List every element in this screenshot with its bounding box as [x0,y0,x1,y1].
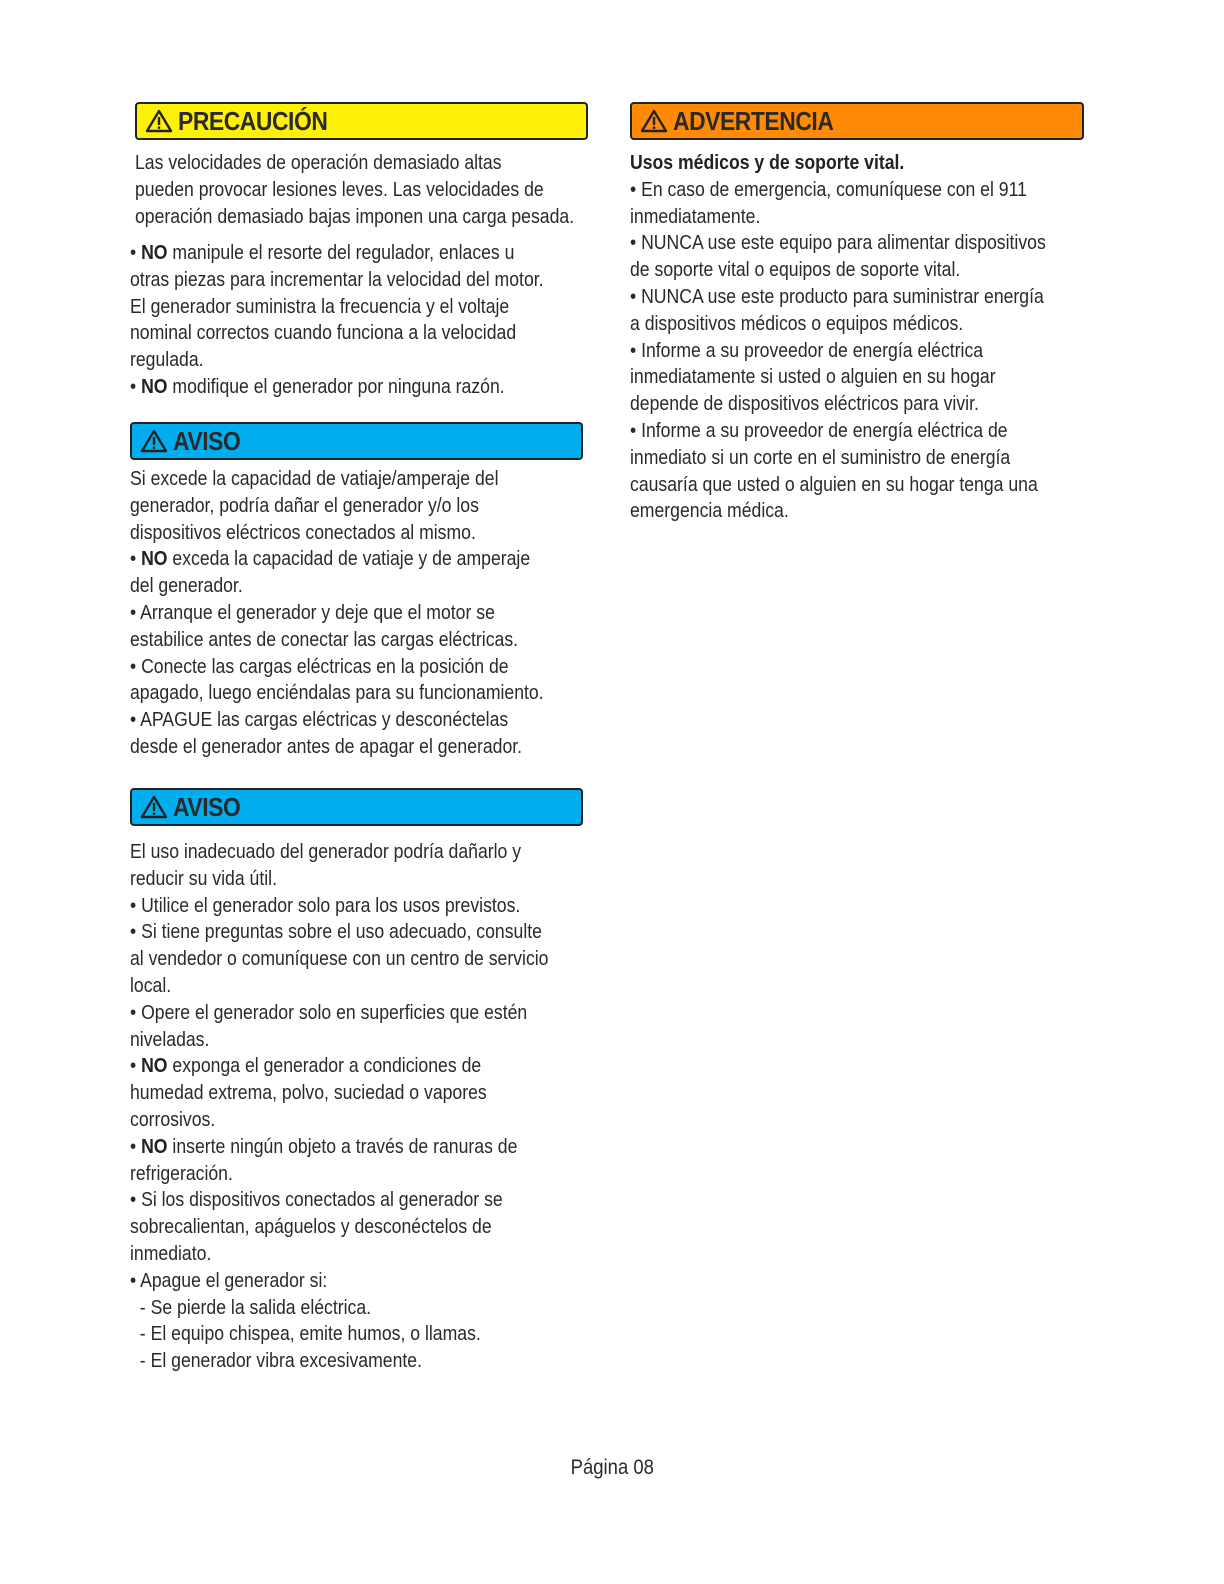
text-line: apagado, luego enciéndalas para su funcionamiento. [130,681,544,705]
bullet-text: exceda la capacidad de vatiaje y de amperaje [167,547,531,571]
aviso-banner [130,788,583,826]
text-line: Si excede la capacidad de vatiaje/amperaje del [130,467,499,490]
text-line: • Si los dispositivos conectados al generador se [130,1188,503,1212]
text-line: sobrecalientan, apáguelos y desconéctelos de [130,1215,492,1239]
text-line: humedad extrema, polvo, suciedad o vapores [130,1081,487,1105]
text-line: • Apague el generador si: [130,1268,328,1292]
bold-heading: Usos médicos y de soporte vital. [630,151,905,174]
text-line: • NUNCA use este producto para suministrar energía [630,284,1044,308]
page-number [0,1456,1224,1480]
text-line: generador, podría dañar el generador y/o los [130,493,479,517]
precaucion-intro-line: Las velocidades de operación demasiado altas [135,151,502,174]
text-line: inmediato si un corte en el suministro de energía [630,445,1011,469]
text-line: - Se pierde la salida eléctrica. [130,1295,372,1319]
precaucion-bullets [130,240,594,401]
aviso-title: AVISO [173,791,241,822]
text-line: inmediatamente. [630,204,761,228]
precaucion-bullet: • NO modifique el generador por ninguna razón. [130,374,505,398]
precaucion-title: PRECAUCIÓN [178,105,328,136]
text-line: El uso inadecuado del generador podría dañarlo y [130,840,522,863]
aviso2-bullet: • NO exponga el generador a condiciones de [130,1054,482,1078]
precaucion-bullet: • NO manipule el resorte del regulador, enlaces u [130,241,515,264]
precaucion-banner [135,102,588,140]
aviso2-body [130,839,594,1375]
bold-no: NO [141,1134,168,1158]
aviso1-body [130,466,594,761]
bold-no: NO [141,241,168,264]
text-line: a dispositivos médicos o equipos médicos. [630,311,964,335]
text-line: local. [130,973,172,997]
warning-triangle-icon [145,109,173,133]
advertencia-title: ADVERTENCIA [673,105,834,136]
aviso2-bullet: • NO inserte ningún objeto a través de ranuras de [130,1134,518,1158]
text-line: El generador suministra la frecuencia y el voltaje [130,294,510,318]
warning-triangle-icon [140,795,168,819]
text-line: niveladas. [130,1027,210,1051]
bullet-text: exponga el generador a condiciones de [167,1054,482,1078]
precaucion-intro-line: pueden provocar lesiones leves. Las velocidades de [135,177,544,201]
bold-no: NO [141,1054,168,1078]
text-line: reducir su vida útil. [130,866,277,890]
text-line: nominal correctos cuando funciona a la velocidad [130,321,517,345]
bullet-text: manipule el resorte del regulador, enlaces u [167,241,515,264]
text-line: • NUNCA use este equipo para alimentar dispositivos [630,231,1046,255]
text-line: al vendedor o comuníquese con un centro de servicio [130,947,549,971]
text-line: emergencia médica. [630,499,789,523]
text-line: • Opere el generador solo en superficies que estén [130,1000,528,1024]
text-line: • Conecte las cargas eléctricas en la posición de [130,654,509,678]
text-line: causaría que usted o alguien en su hogar tenga una [630,472,1038,496]
text-line: • Informe a su proveedor de energía eléctrica [630,338,984,362]
text-line: • Si tiene preguntas sobre el uso adecuado, consulte [130,920,542,944]
text-line: - El equipo chispea, emite humos, o llamas. [130,1322,481,1346]
text-line: • Utilice el generador solo para los usos previstos. [130,893,521,917]
bold-no: NO [141,547,168,571]
text-line: inmediato. [130,1241,212,1265]
aviso1-bullet: • NO exceda la capacidad de vatiaje y de amperaje [130,547,531,571]
text-line: • Arranque el generador y deje que el motor se [130,600,495,624]
aviso-banner [130,422,583,460]
bullet-text: inserte ningún objeto a través de ranuras de [167,1134,518,1158]
bold-no: NO [141,374,168,398]
text-line: desde el generador antes de apagar el generador. [130,734,523,758]
precaucion-intro-line: operación demasiado bajas imponen una carga pesada. [135,204,575,228]
text-line: • En caso de emergencia, comuníquese con el 911 [630,177,1027,201]
aviso-title: AVISO [173,425,241,456]
text-line: estabilice antes de conectar las cargas eléctricas. [130,627,519,651]
text-line: inmediatamente si usted o alguien en su hogar [630,365,996,389]
text-line: • Informe a su proveedor de energía eléctrica de [630,418,1008,442]
warning-triangle-icon [140,429,168,453]
text-line: corrosivos. [130,1107,216,1131]
advertencia-banner [630,102,1084,140]
text-line: depende de dispositivos eléctricos para vivir. [630,392,979,416]
text-line: dispositivos eléctricos conectados al mismo. [130,520,476,544]
text-line: regulada. [130,348,204,372]
text-line: de soporte vital o equipos de soporte vital. [630,258,961,282]
text-line: del generador. [130,574,243,598]
precaucion-intro [135,150,599,230]
warning-triangle-icon [640,109,668,133]
text-line: - El generador vibra excesivamente. [130,1349,423,1373]
advertencia-heading [630,150,1094,177]
advertencia-body [630,150,1094,525]
bullet-text: modifique el generador por ninguna razón. [167,374,505,398]
page-number-label: Página 08 [570,1456,654,1479]
text-line: • APAGUE las cargas eléctricas y desconéctelas [130,708,509,732]
text-line: refrigeración. [130,1161,233,1185]
text-line: otras piezas para incrementar la velocidad del motor. [130,267,544,291]
